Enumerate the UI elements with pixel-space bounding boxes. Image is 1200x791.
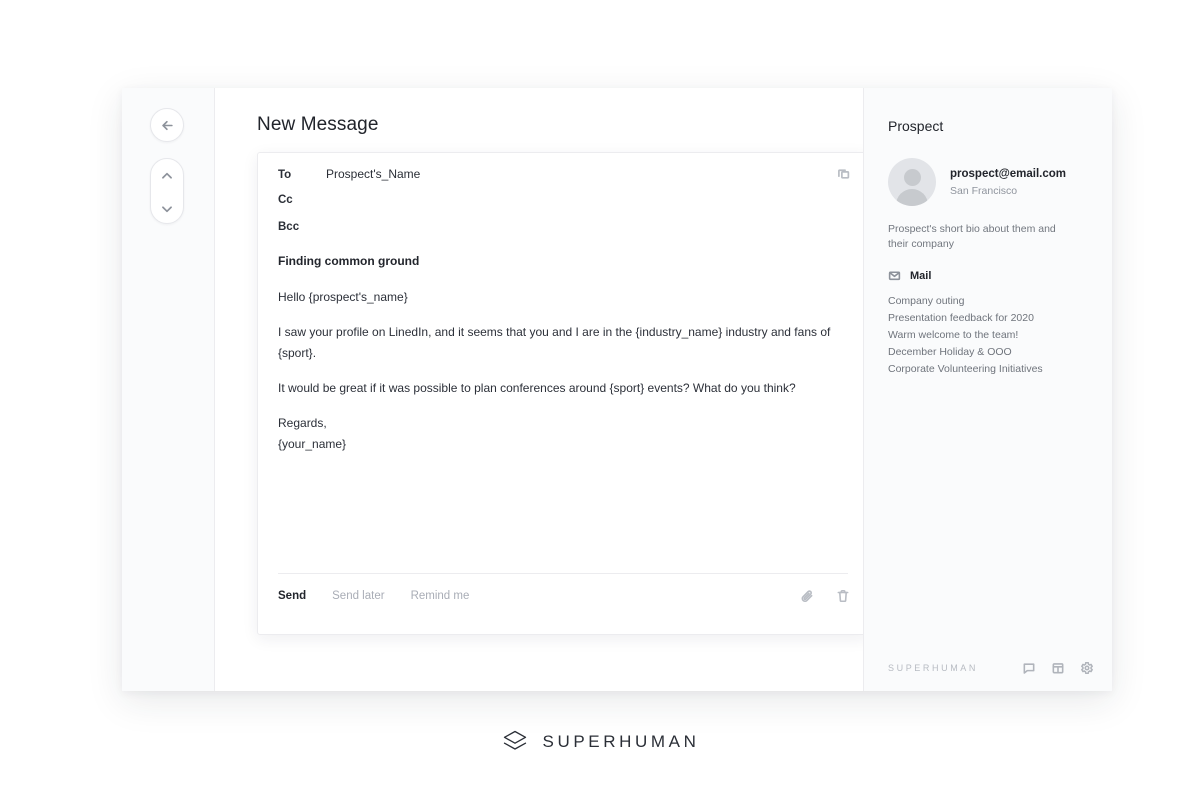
compose-actions: [278, 590, 469, 602]
recipient-fields: [278, 167, 848, 248]
message-body[interactable]: [278, 287, 844, 455]
to-row[interactable]: [278, 167, 848, 194]
sidebar-brand: SUPERHUMAN: [888, 663, 979, 673]
compose-pane: [215, 88, 863, 691]
chevron-down-icon: [160, 202, 174, 216]
sidebar-footer: [888, 661, 1094, 675]
body-signoff: Regards,: [278, 416, 327, 430]
body-signature: {your_name}: [278, 437, 347, 451]
arrow-left-icon: [160, 118, 175, 133]
nav-stepper: [150, 158, 184, 224]
app-window: [122, 88, 1112, 691]
list-item[interactable]: Presentation feedback for 2020: [888, 312, 1034, 324]
person-avatar: [888, 158, 936, 206]
remind-me-button[interactable]: Remind me: [410, 590, 470, 602]
gear-icon[interactable]: [1080, 661, 1094, 675]
chevron-up-icon: [160, 169, 174, 183]
contact-sidebar: [863, 88, 1112, 691]
cc-label: Cc: [278, 194, 293, 206]
list-item[interactable]: Company outing: [888, 295, 965, 307]
calendar-icon[interactable]: [1051, 661, 1065, 675]
contact-email: prospect@email.com: [950, 167, 1067, 180]
mail-section-header: [888, 269, 931, 282]
list-item[interactable]: Corporate Volunteering Initiatives: [888, 363, 1043, 375]
body-paragraph: I saw your profile on LinedIn, and it seems that you and I are in the {industry_name} industry and fans of {sport}.: [278, 325, 831, 360]
send-button[interactable]: Send: [278, 590, 307, 602]
bcc-label: Bcc: [278, 221, 300, 233]
brand-footer: [0, 728, 1200, 756]
contact-location: San Francisco: [950, 184, 1018, 197]
mail-list: [888, 293, 1088, 378]
page-title: New Message: [257, 114, 379, 135]
compose-card: [257, 152, 869, 635]
send-later-button[interactable]: Send later: [332, 590, 385, 602]
sidebar-title: Prospect: [888, 118, 944, 134]
paperclip-icon[interactable]: [800, 589, 814, 603]
contact-summary: [888, 158, 1066, 206]
to-label: To: [278, 169, 292, 181]
mail-section-label: Mail: [910, 269, 932, 282]
left-nav-rail: [122, 88, 215, 691]
bcc-row[interactable]: [278, 221, 848, 248]
sidebar-footer-icons: [1022, 661, 1094, 675]
body-paragraph: Hello {prospect's_name}: [278, 290, 408, 304]
previous-button[interactable]: [151, 159, 183, 192]
contact-bio: Prospect's short bio about them and their company: [888, 223, 1056, 250]
subject-input[interactable]: Finding common ground: [278, 254, 420, 268]
cc-row[interactable]: [278, 194, 848, 221]
back-button[interactable]: [150, 108, 184, 142]
to-input[interactable]: Prospect's_Name: [326, 167, 421, 181]
card-divider: [278, 573, 848, 574]
duplicate-icon[interactable]: [837, 167, 850, 180]
superhuman-logo-icon: [501, 728, 529, 756]
body-paragraph: It would be great if it was possible to plan conferences around {sport} events? What do you think?: [278, 381, 796, 395]
next-button[interactable]: [151, 192, 183, 225]
comment-icon[interactable]: [1022, 661, 1036, 675]
list-item[interactable]: December Holiday & OOO: [888, 346, 1012, 358]
brand-wordmark: SUPERHUMAN: [542, 732, 700, 751]
trash-icon[interactable]: [836, 589, 850, 603]
list-item[interactable]: Warm welcome to the team!: [888, 329, 1019, 341]
compose-tools: [800, 589, 850, 603]
envelope-icon: [888, 269, 901, 282]
